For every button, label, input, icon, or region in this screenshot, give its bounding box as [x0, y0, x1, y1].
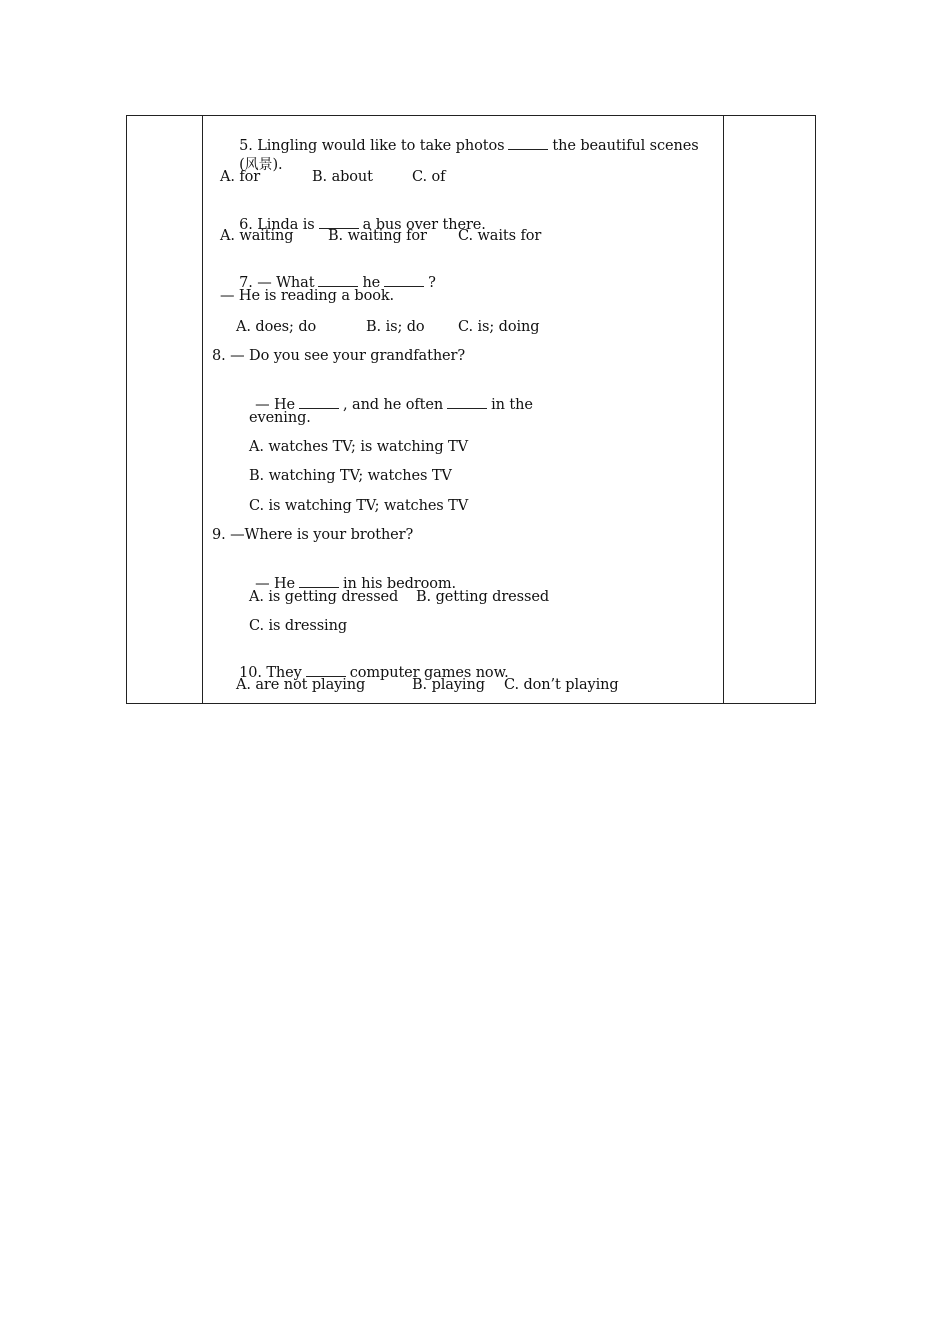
q7-option-b: B. is; do — [366, 319, 425, 335]
q8-ans-b: , and he often — [343, 397, 444, 413]
q5-blank — [508, 137, 548, 150]
q6-option-b: B. waiting for — [328, 228, 427, 244]
q5-option-a: A. for — [220, 169, 261, 185]
questions-column — [203, 116, 725, 703]
q7-blank-1 — [318, 274, 358, 287]
q9-option-c: C. is dressing — [249, 618, 348, 634]
q10-stem-a: 10. They — [239, 665, 302, 681]
q7-answer: — He is reading a book. — [220, 288, 395, 304]
q9-ans-a: — He — [255, 576, 295, 592]
right-column — [723, 116, 815, 703]
q10-option-a: A. are not playing — [236, 677, 366, 693]
q7-option-a: A. does; do — [236, 319, 317, 335]
worksheet-table — [126, 115, 816, 704]
q8-ans-c: in the — [491, 397, 533, 413]
q10-option-b: B. playing — [412, 677, 485, 693]
q8-blank-1 — [299, 396, 339, 409]
q8-option-c: C. is watching TV; watches TV — [249, 498, 469, 514]
q9-option-b: B. getting dressed — [416, 589, 549, 605]
q9-option-a: A. is getting dressed — [249, 589, 399, 605]
q6-option-c: C. waits for — [458, 228, 542, 244]
left-column — [127, 116, 203, 703]
q8-ans-a: — He — [255, 397, 295, 413]
q10-option-c: C. don’t playing — [504, 677, 619, 693]
q5-chinese-gloss: 风景 — [244, 157, 273, 173]
q5-paren-open: ( — [239, 157, 245, 173]
q7-blank-2 — [384, 274, 424, 287]
q9-ans-b: in his bedroom. — [343, 576, 457, 592]
q6-stem-b: a bus over there. — [362, 217, 486, 233]
q6-stem-a: 6. Linda is — [239, 217, 315, 233]
q8-blank-2 — [447, 396, 487, 409]
q5-option-c: C. of — [412, 169, 446, 185]
q6-option-a: A. waiting — [220, 228, 294, 244]
q8-option-a: A. watches TV; is watching TV — [249, 439, 468, 455]
q7-stem-b: he — [362, 275, 381, 291]
q7-option-c: C. is; doing — [458, 319, 540, 335]
q5-stem — [212, 119, 699, 173]
q9-blank — [299, 575, 339, 588]
q7-stem-c: ? — [428, 275, 436, 291]
q5-stem-a: 5. Lingling would like to take photos — [239, 138, 505, 154]
q5-option-b: B. about — [312, 169, 373, 185]
q9-stem: 9. —Where is your brother? — [212, 527, 414, 543]
q7-stem-a: 7. — What — [239, 275, 315, 291]
q8-option-b: B. watching TV; watches TV — [249, 468, 452, 484]
q5-stem-b: the beautiful scenes — [552, 138, 699, 154]
q10-stem-b: computer games now. — [349, 665, 509, 681]
q5-paren-close: ). — [272, 157, 283, 173]
q8-stem: 8. — Do you see your grandfather? — [212, 348, 466, 364]
q8-answer-cont: evening. — [249, 410, 311, 426]
